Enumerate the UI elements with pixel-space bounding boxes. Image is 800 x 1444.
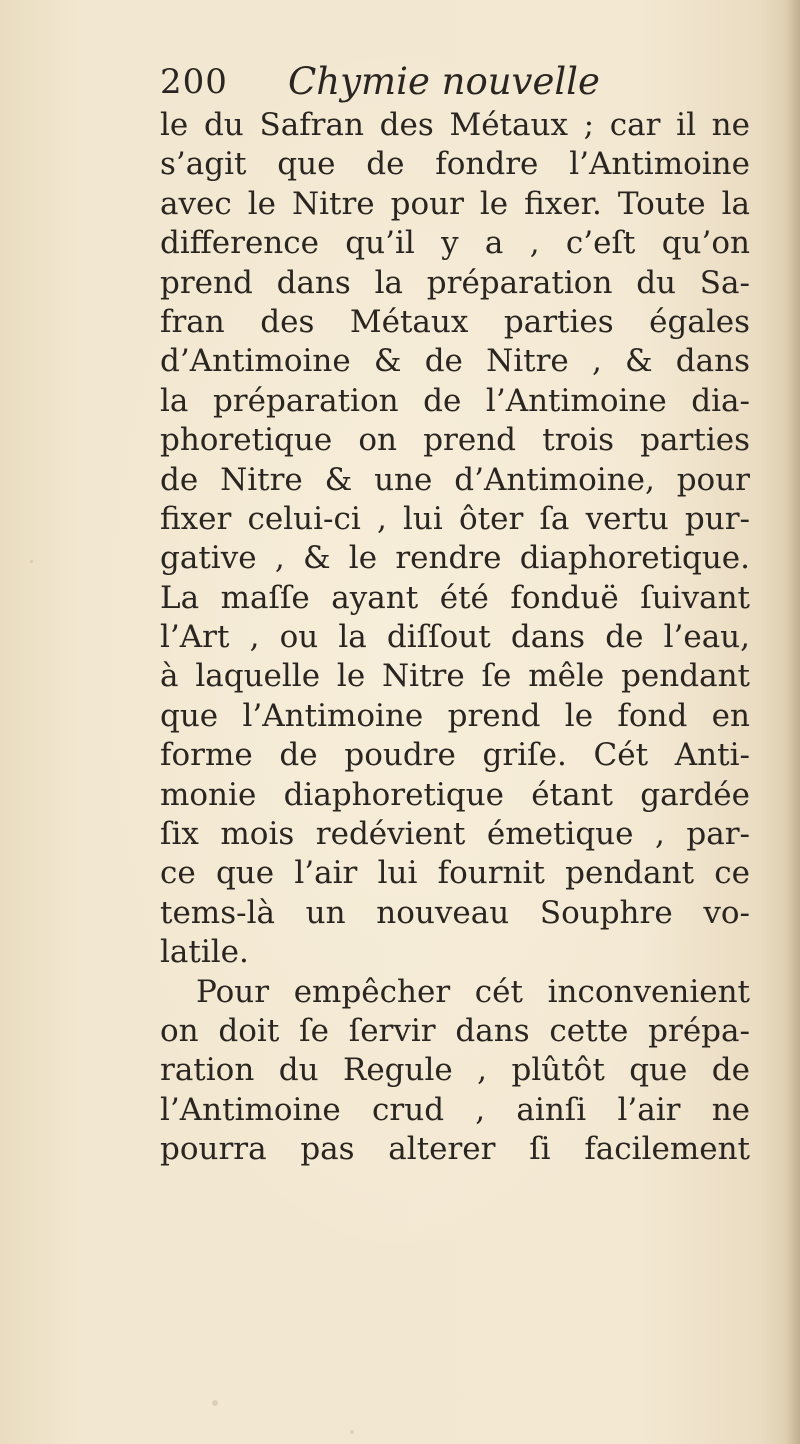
text-line: pourra pas alterer ſi facilement xyxy=(160,1131,750,1168)
text-line: ration du Regule , plûtôt que de xyxy=(160,1052,750,1089)
text-line: phoretique on prend trois parties xyxy=(160,422,750,459)
text-line: tems-là un nouveau Souphre vo- xyxy=(160,894,750,931)
page-gutter-shadow xyxy=(786,0,800,1444)
text-line: gative , & le rendre diaphoretique. xyxy=(160,540,750,577)
text-line: de Nitre & une d’Antimoine, pour xyxy=(160,461,750,498)
text-line: d’Antimoine & de Nitre , & dans xyxy=(160,343,750,380)
text-line: l’Art , ou la diſſout dans de l’eau, xyxy=(160,619,750,656)
running-head: Chymie nouvelle xyxy=(288,60,600,103)
text-line: le du Safran des Métaux ; car il ne xyxy=(160,107,750,143)
text-line: que l’Antimoine prend le fond en xyxy=(160,697,750,734)
page-header xyxy=(160,60,760,108)
paper-speck xyxy=(212,1400,218,1406)
text-line: fixer celui-ci , lui ôter ſa vertu pur- xyxy=(160,500,750,537)
text-line: latile. xyxy=(160,934,249,971)
text-line: difference qu’il y a , c’eſt qu’on xyxy=(160,225,750,262)
text-line: à laquelle le Nitre ſe mêle pendant xyxy=(160,658,750,695)
text-line: prend dans la préparation du Sa- xyxy=(160,264,750,301)
paper-speck xyxy=(350,1430,354,1434)
text-line: ſix mois redévient émetique , par- xyxy=(160,816,750,853)
text-line: l’Antimoine crud , ainſi l’air ne xyxy=(160,1091,750,1128)
text-line: La maſſe ayant été fonduë ſuivant xyxy=(160,579,750,616)
body-text xyxy=(160,106,750,1170)
page-number: 200 xyxy=(160,62,228,102)
text-line: monie diaphoretique étant gardée xyxy=(160,776,750,813)
text-line: on doit ſe ſervir dans cette prépa- xyxy=(160,1012,750,1049)
text-line: ce que l’air lui fournit pendant ce xyxy=(160,855,750,892)
text-line: la préparation de l’Antimoine dia- xyxy=(160,382,750,419)
paper-speck xyxy=(30,560,33,563)
text-line: forme de poudre griſe. Cét Anti- xyxy=(160,737,750,774)
text-line: Pour empêcher cét inconvenient xyxy=(196,973,750,1010)
text-line: fran des Métaux parties égales xyxy=(160,303,750,340)
text-line: avec le Nitre pour le fixer. Toute la xyxy=(160,185,750,222)
text-line: s’agit que de fondre l’Antimoine xyxy=(160,146,750,183)
